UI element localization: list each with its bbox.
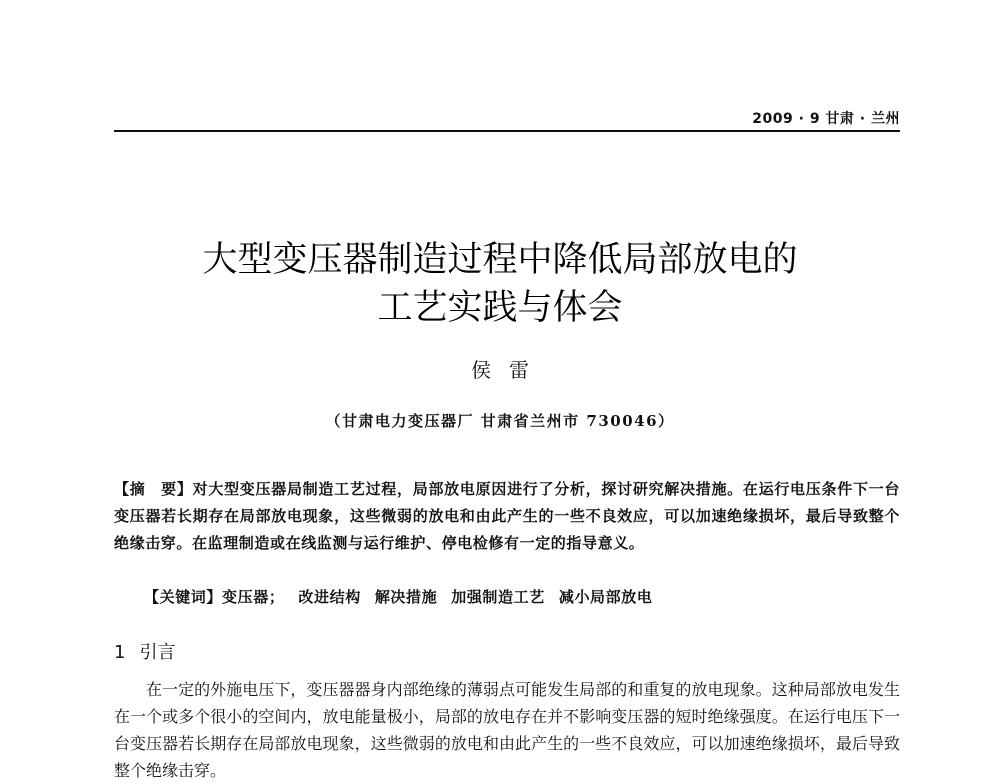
keywords-label: 【关键词】 bbox=[144, 588, 223, 606]
author-affiliation: （甘肃电力变压器厂 甘肃省兰州市 730046） bbox=[325, 412, 675, 430]
keyword-item: 加强制造工艺 bbox=[451, 588, 545, 606]
paper-title-line-1: 大型变压器制造过程中降低局部放电的 bbox=[202, 240, 798, 280]
paper-title bbox=[0, 236, 1000, 332]
header-rule bbox=[114, 130, 900, 132]
abstract bbox=[114, 476, 900, 557]
journal-issue-header: 2009 · 9 甘肃 · 兰州 bbox=[752, 111, 900, 127]
keyword-item: 变压器； bbox=[222, 588, 285, 606]
keyword-item: 改进结构 bbox=[298, 588, 361, 606]
author-name: 侯雷 bbox=[471, 358, 547, 382]
abstract-label: 【摘 要】 bbox=[114, 480, 193, 498]
keyword-item: 减小局部放电 bbox=[558, 588, 653, 606]
introduction-paragraph: 在一定的外施电压下，变压器器身内部绝缘的薄弱点可能发生局部的和重复的放电现象。这种局部放电发生在一个或多个很小的空间内，放电能量极小，局部的放电存在并不影响变压器的短时绝缘强度。在运行电压下一台变压器若长期存在局部放电现象，这些微弱的放电和由此产生的一些不良效应，可以加速绝缘损坏，最后导致整个绝缘击穿。 bbox=[114, 680, 900, 780]
paper-title-line-2: 工艺实践与体会 bbox=[377, 288, 623, 328]
keyword-item: 解决措施 bbox=[374, 588, 438, 606]
section-number: 1 bbox=[114, 642, 126, 663]
section-title: 引言 bbox=[139, 642, 176, 663]
abstract-text: 对大型变压器局制造工艺过程，局部放电原因进行了分析，探讨研究解决措施。在运行电压条件下一台变压器若长期存在局部放电现象，这些微弱的放电和由此产生的一些不良效应，可以加速绝缘损坏，最后导致整个绝缘击穿。在监理制造或在线监测与运行维护、停电检修有一定的指导意义。 bbox=[114, 480, 900, 552]
section-heading-introduction bbox=[114, 638, 175, 664]
keywords bbox=[114, 584, 900, 611]
